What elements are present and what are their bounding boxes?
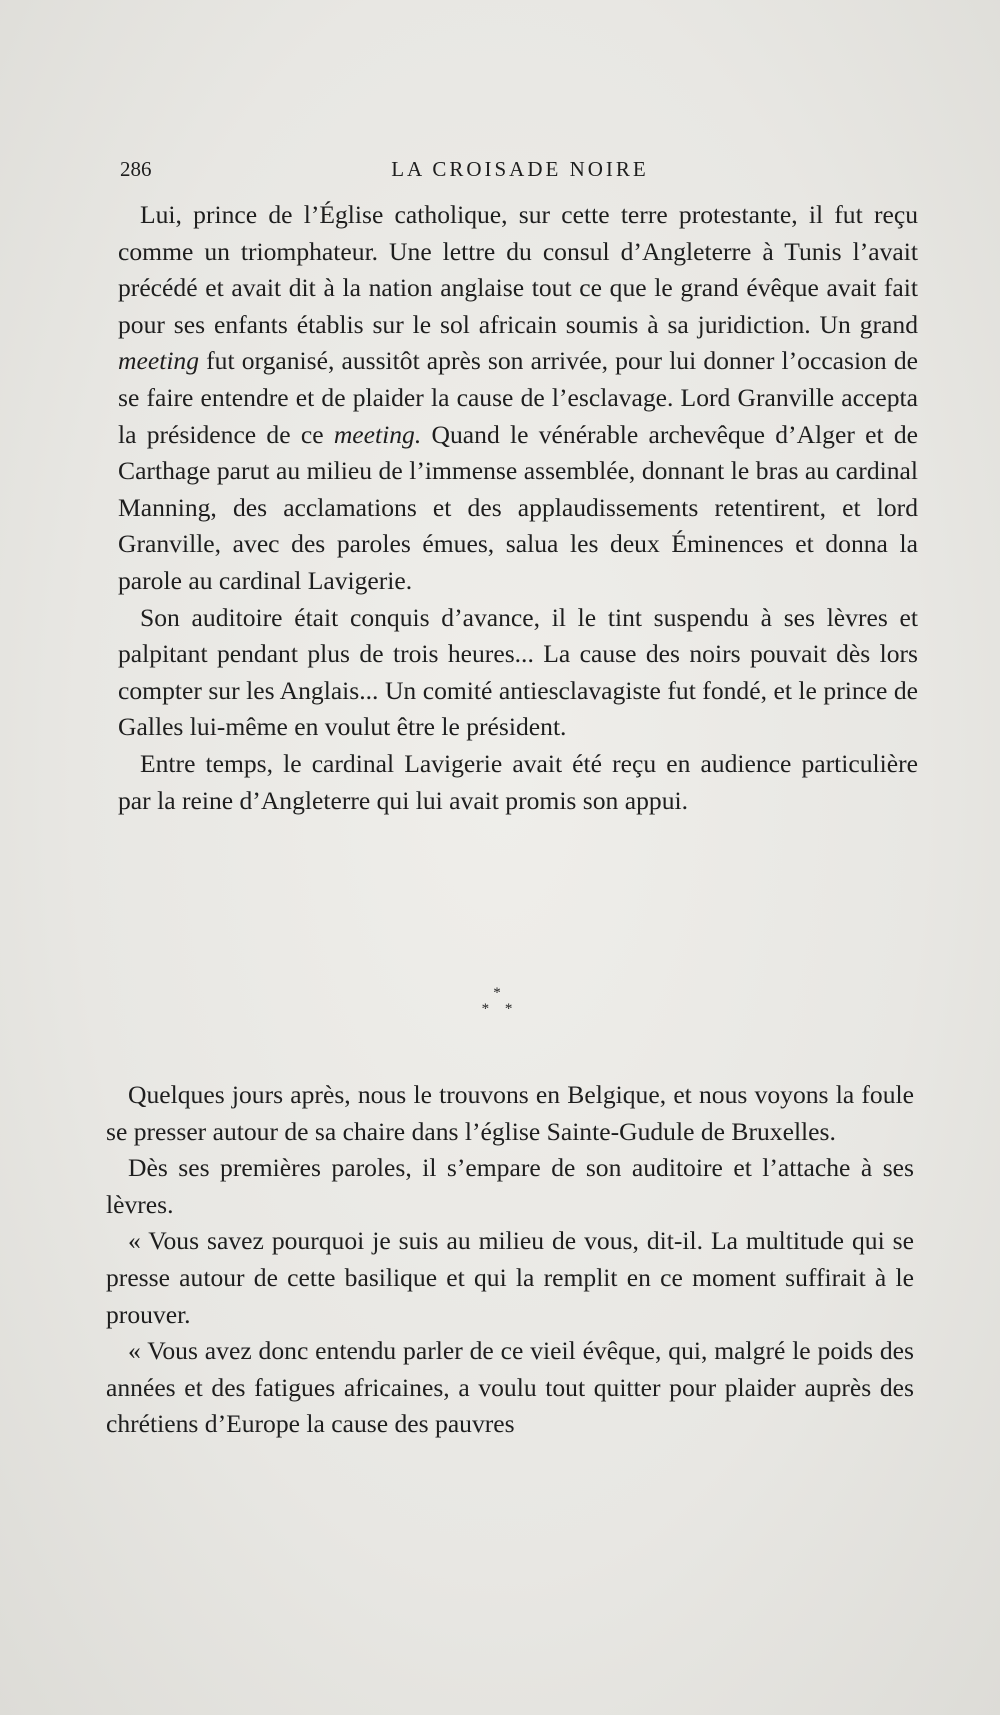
paragraph-text: fut organisé, aussitôt après son arrivée, pour lui donner l’occasion de se faire entendre et de plaider la cause de l’esclavage. Lord Granville accepta la présidence de ce — [118, 346, 918, 449]
page-number: 286 — [120, 157, 152, 181]
italic-word-meeting: meeting — [118, 346, 200, 376]
section-england — [118, 197, 918, 819]
paragraph-belgium-arrival: Quelques jours après, nous le trouvons en Belgique, et nous voyons la foule se presser autour de sa chaire dans l’église Sainte-Gudule de Bruxelles. — [106, 1080, 914, 1146]
asterism-top: * — [493, 985, 507, 1001]
paragraph-text: Lui, prince de l’Église catholique, sur cette terre protestante, il fut reçu comme un triomphateur. Une lettre du consul d’Angleterre à Tunis l’avait précédé et avait dit à la nation anglaise tout ce que le grand évêque avait fait pour ses enfants établis sur le sol africain soumis à sa juridiction. Un grand — [118, 200, 918, 339]
paragraph-audience-conquered: Son auditoire était conquis d’avance, il le tint suspendu à ses lèvres et palpitant pendant plus de trois heures... La cause des noirs pouvait dès lors compter sur les Anglais... Un comité antiesclavagiste fut fondé, et le prince de Galles lui-même en voulut être le président. — [118, 602, 918, 742]
running-header — [120, 157, 920, 187]
paragraph-queen-audience: Entre temps, le cardinal Lavigerie avait été reçu en audience particulière par la reine d’Angleterre qui lui avait promis son appui. — [118, 748, 918, 815]
paragraph-first-words: Dès ses premières paroles, il s’empare de son auditoire et l’attache à ses lèvres. — [106, 1153, 914, 1219]
running-title: LA CROISADE NOIRE — [391, 157, 649, 181]
italic-word-meeting: meeting. — [333, 419, 422, 449]
section-separator-asterism — [0, 985, 1000, 1017]
paragraph-speech-quote-1: « Vous savez pourquoi je suis au milieu de vous, dit-il. La multitude qui se presse autour de cette basilique et qui la remplit en ce moment suffirait à le prouver. — [106, 1226, 914, 1329]
asterism-bottom: * * — [481, 1001, 519, 1017]
paragraph-london-reception — [118, 197, 918, 600]
paragraph-text: Quand le vénérable archevêque d’Alger et de Carthage parut au milieu de l’immense assemblée, donnant le bras au cardinal Manning, des acclamations et des applaudissements retentirent, et lord Granville, avec des paroles émues, salua les deux Éminences et donna la parole au cardinal Lavigerie. — [118, 419, 918, 595]
paragraph-speech-quote-2: « Vous avez donc entendu parler de ce vieil évêque, qui, malgré le poids des années et des fatigues africaines, a voulu tout quitter pour plaider auprès des chrétiens d’Europe la cause des pauvres — [106, 1336, 914, 1439]
section-belgium — [106, 1077, 914, 1443]
